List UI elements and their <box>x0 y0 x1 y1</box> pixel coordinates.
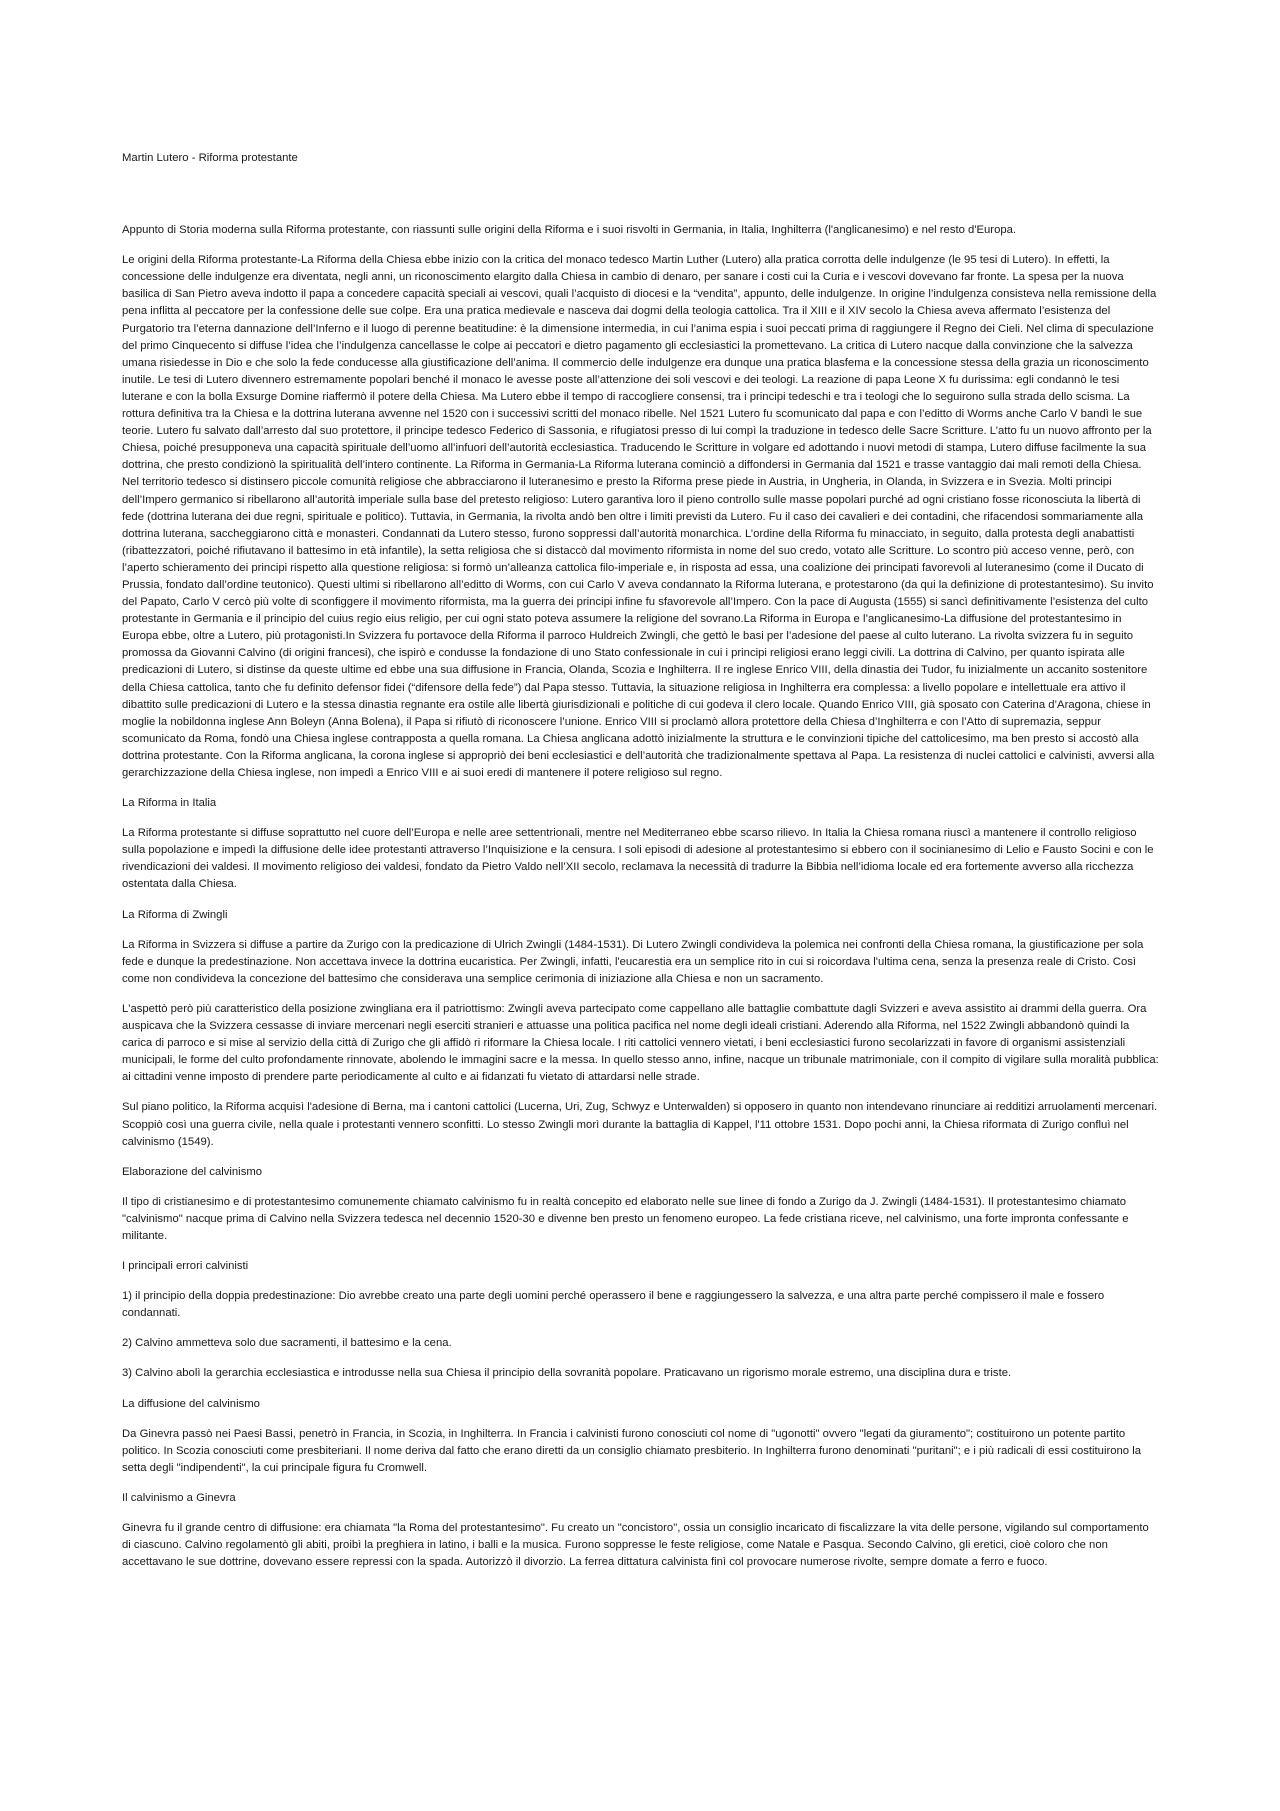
ginevra-paragraph: Ginevra fu il grande centro di diffusione: era chiamata "la Roma del protestantesimo". Fu creato un "concistoro", ossia un consiglio incaricato di fiscalizzare la vita delle persone, vigilando sul comportamento di ciascuno. Calvino regolamentò gli abiti, proibì la preghiera in latino, i balli e la musica. Furono soppresse le feste religiose, come Natale e Pasqua. Secondo Calvino, gli eretici, cioè coloro che non accettavano le sue dottrine, dovevano essere repressi con la spada. Autorizzò il divorzio. La ferrea dittatura calvinista finì col provocare numerose rivolte, sempre domate a ferro e fuoco. <box>122 1522 1149 1569</box>
document-page <box>122 150 1160 1584</box>
zwingli-paragraph-1: La Riforma in Svizzera si diffuse a partire da Zurigo con la predicazione di Ulrich Zwingli (1484-1531). Di Lutero Zwingli condivideva la polemica nei confronti della Chiesa romana, la giustificazione per sola fede e dunque la predestinazione. Non accettava invece la dottrina eucaristica. Per Zwingli, infatti, l'eucarestia era un semplice rito in cui si roicordava l'ultima cena, senza la presenza reale di Cristo. Così come non condivideva la concezione del battesimo che considerava una semplice cerimonia di iniziazione alla Chiesa e non un sacramento. <box>122 938 1144 985</box>
section-heading-ginevra: Il calvinismo a Ginevra <box>122 1491 236 1504</box>
section-heading-zwingli: La Riforma di Zwingli <box>122 908 228 921</box>
document-title: Martin Lutero - Riforma protestante <box>122 152 298 164</box>
section-heading-elaborazione: Elaborazione del calvinismo <box>122 1165 263 1178</box>
errori-item-1: 1) il principio della doppia predestinazione: Dio avrebbe creato una parte degli uomini perché operassero il bene e raggiungessero la salvezza, e una altra parte perché compissero il male e fossero condannati. <box>122 1290 1105 1320</box>
section-heading-errori: I principali errori calvinisti <box>122 1260 249 1273</box>
section-heading-italia: La Riforma in Italia <box>122 797 217 810</box>
diffusione-paragraph: Da Ginevra passò nei Paesi Bassi, penetrò in Francia, in Scozia, in Inghilterra. In Francia i calvinisti furono conosciuti col nome di "ugonotti" ovvero "legati da giuramento"; costituirono un potente partito politico. In Scozia conosciuti come presbiteriani. Il nome deriva dal fatto che erano diretti da un consiglio chiamato presbiterio. In Inghilterra furono denominati "puritani"; e i più radicali di essi costituirono la setta degli "indipendenti", la cui principale figura fu Cromwell. <box>122 1427 1142 1474</box>
italia-paragraph: La Riforma protestante si diffuse soprattutto nel cuore dell’Europa e nelle aree settentrionali, mentre nel Mediterraneo ebbe scarso rilievo. In Italia la Chiesa romana riuscì a mantenere il controllo religioso sulla popolazione e impedì la diffusione delle idee protestanti attraverso l’Inquisizione e la censura. I soli episodi di adesione al protestantesimo si ebbero con il socinianesimo di Lelio e Fausto Socini e con le rivendicazioni dei valdesi. Il movimento religioso dei valdesi, fondato da Pietro Valdo nell’XII secolo, reclamava la necessità di tradurre la Bibbia nell’idioma locale ed era fortemente avverso alla ricchezza ostentata dalla Chiesa. <box>122 827 1154 891</box>
errori-item-3: 3) Calvino abolì la gerarchia ecclesiastica e introdusse nella sua Chiesa il principio della sovranità popolare. Praticavano un rigorismo morale estremo, una disciplina dura e triste. <box>122 1367 1012 1380</box>
zwingli-paragraph-3: Sul piano politico, la Riforma acquisì l'adesione di Berna, ma i cantoni cattolici (Lucerna, Uri, Zug, Schwyz e Unterwalden) si opposero in quanto non intendevano rinunciare ai redditizi arruolamenti mercenari. Scoppiò così una guerra civile, nella quale i protestanti vennero sconfitti. Lo stesso Zwingli morì durante la battaglia di Kappel, l'11 ottobre 1531. Dopo pochi anni, la Chiesa riformata di Zurigo confluì nel calvinismo (1549). <box>122 1101 1158 1148</box>
intro-paragraph: Appunto di Storia moderna sulla Riforma protestante, con riassunti sulle origini della Riforma e i suoi risvolti in Germania, in Italia, Inghilterra (l'anglicanesimo) e nel resto d'Europa. <box>122 224 1017 237</box>
origins-paragraph: Le origini della Riforma protestante-La Riforma della Chiesa ebbe inizio con la critica del monaco tedesco Martin Luther (Lutero) alla pratica corrotta delle indulgenze (le 95 tesi di Lutero). In effetti, la concessione delle indulgenze era diventata, negli anni, un riconoscimento elargito dalla Chiesa in cambio di denaro, per sanare i costi cui la Curia e i vescovi dovevano far fronte. La spesa per la nuova basilica di San Pietro aveva indotto il papa a concedere capacità speciali ai vescovi, quali l’acquisto di diocesi e la “vendita”, appunto, delle indulgenze. In origine l’indulgenza consisteva nella remissione della pena inflitta al peccatore per la confessione delle sue colpe. Era una pratica medievale e nasceva dai dogmi della teologia cattolica. Tra il XIII e il XIV secolo la Chiesa aveva affermato l’esistenza del Purgatorio tra l’eterna dannazione dell’Inferno e il luogo di perenne beatitudine: è la dimensione intermedia, in cui l’anima espia i suoi peccati prima di raggiungere il Regno dei Cieli. Nel clima di speculazione del primo Cinquecento si diffuse l’idea che l’indulgenza cancellasse le colpe ai peccatori e dietro pagamento gli ecclesiastici la promettevano. La critica di Lutero nacque dalla convinzione che la salvezza umana risiedesse in Dio e che solo la fede conducesse alla giustificazione dell’anima. Il commercio delle indulgenze era dunque una pratica blasfema e la concessione stessa della grazia un riconoscimento inutile. Le tesi di Lutero divennero estremamente popolari benché il monaco le avesse poste all’attenzione dei soli vescovi e dei teologi. La reazione di papa Leone X fu durissima: egli condannò le tesi luterane e con la bolla Exsurge Domine riaffermò il potere della Chiesa. Ma Lutero ebbe il tempo di raccogliere consensi, tra i principi tedeschi e tra i teologi che lo seguirono sulla strada dello scisma. La rottura definitiva tra la Chiesa e la dottrina luterana avvenne nel 1520 con i successivi scritti del monaco ribelle. Nel 1521 Lutero fu scomunicato dal papa e con l’editto di Worms anche Carlo V bandì le sue teorie. Lutero fu salvato dall’arresto dal suo protettore, il principe tedesco Federico di Sassonia, e rifugiatosi presso di lui compì la traduzione in tedesco delle Sacre Scritture. L’atto fu un nuovo affronto per la Chiesa, poiché presupponeva una capacità spirituale dell’uomo all’infuori dell’autorità ecclesiastica. Traducendo le Scritture in volgare ed adottando i nuovi metodi di stampa, Lutero diffuse facilmente la sua dottrina, che presto condizionò la spiritualità dell’intero continente. La Riforma in Germania-La Riforma luterana cominciò a diffondersi in Germania dal 1521 e trasse vantaggio dai mali remoti della Chiesa. Nel territorio tedesco si distinsero piccole comunità religiose che abbracciarono il luteranesimo e presto la Riforma prese piede in Austria, in Ungheria, in Olanda, in Svizzera e in Svezia. Molti principi dell’Impero germanico si ribellarono all’autorità imperiale sulla base del pretesto religioso: Lutero garantiva loro il pieno controllo sulle masse popolari purché ad ogni cristiano fosse riconosciuta la libertà di fede (dottrina luterana dei due regni, spirituale e politico). Tuttavia, in Germania, la rivolta andò ben oltre i limiti previsti da Lutero. Fu il caso dei cavalieri e dei contadini, che rifacendosi sommariamente alla dottrina luterana, saccheggiarono città e monasteri. Condannati da Lutero stesso, furono soppressi dall’autorità monarchica. L’ordine della Riforma fu minacciato, in seguito, dalla protesta degli anabattisti (ribattezzatori, poiché rifiutavano il battesimo in età infantile), la setta religiosa che si distaccò dal movimento riformista in nome del suo credo, votato alle Scritture. Lo scontro più acceso venne, però, con l’aperto schieramento dei principi rispetto alla questione religiosa: si formò un’alleanza cattolica filo-imperiale e, in risposta ad essa, una coalizione dei principati favorevoli al luteranesimo (come il Ducato di Prussia, fondato dall’ordine teutonico). Questi ultimi si ribellarono all’editto di Worms, con cui Carlo V aveva condannato la Riforma luterana, e protestarono (da qui la definizione di protestantesimo). Su invito del Papato, Carlo V cercò più volte di sconfiggere il movimento riformista, ma la guerra dei principi infine fu sfavorevole all’Impero. Con la pace di Augusta (1555) si sancì definitivamente l’esistenza del culto protestante in Germania e il principio del cuius regio eius religio, per cui ogni stato poteva assumere la religione del sovrano.La Riforma in Europa e l’anglicanesimo-La diffusione del protestantesimo in Europa ebbe, oltre a Lutero, più protagonisti.In Svizzera fu portavoce della Riforma il parroco Huldreich Zwingli, che gettò le basi per l’adesione del paese al culto luterano. La rivolta svizzera fu in seguito promossa da Giovanni Calvino (di origini francesi), che ispirò e condusse la fondazione di uno Stato confessionale in cui i principi religiosi erano leggi civili. La dottrina di Calvino, per quanto ispirata alle predicazioni di Lutero, si distinse da queste ultime ed ebbe una sua diffusione in Francia, Olanda, Scozia e Inghilterra. Il re inglese Enrico VIII, della dinastia dei Tudor, fu inizialmente un accanito sostenitore della Chiesa cattolica, tanto che fu definito defensor fidei (“difensore della fede”) dal Papa stesso. Tuttavia, la situazione religiosa in Inghilterra era complessa: a livello popolare e intellettuale era attivo il dibattito sulle predicazioni di Lutero e la stessa dinastia regnante era ostile alle libertà giurisdizionali e politiche di cui godeva il clero locale. Quando Enrico VIII, già sposato con Caterina d’Aragona, chiese in moglie la nobildonna inglese Ann Boleyn (Anna Bolena), il Papa si rifiutò di riconoscere l’unione. Enrico VIII si proclamò allora protettore della Chiesa d’Inghilterra e con l’Atto di supremazia, seppur scomunicato da Roma, fondò una Chiesa inglese contrapposta a quella romana. La Chiesa anglicana adottò inizialmente la struttura e le convinzioni tipiche del cattolicesimo, ma ben presto si accostò alla dottrina protestante. Con la Riforma anglicana, la corona inglese si appropriò dei beni ecclesiastici e dell’autorità che tradizionalmente spettava al Papa. La resistenza di nuclei cattolici e calvinisti, avversi alla gerarchizzazione della Chiesa inglese, non impedì a Enrico VIII e ai suoi eredi di mantenere il potere religioso sul regno. <box>122 254 1157 779</box>
elaborazione-paragraph: Il tipo di cristianesimo e di protestantesimo comunemente chiamato calvinismo fu in realtà concepito ed elaborato nelle sue linee di fondo a Zurigo da J. Zwingli (1484-1531). Il protestantesimo chiamato "calvinismo" nacque prima di Calvino nella Svizzera tedesca nel decennio 1520-30 e divenne ben presto un fenomeno europeo. La fede cristiana riceve, nel calvinismo, una forte impronta confessante e militante. <box>122 1195 1129 1242</box>
zwingli-paragraph-2: L'aspettò però più caratteristico della posizione zwingliana era il patriottismo: Zwingli aveva partecipato come cappellano alle battaglie combattute dagli Svizzeri e aveva assistito ai drammi della guerra. Ora auspicava che la Svizzera cessasse di inviare mercenari negli eserciti stranieri e attuasse una politica pacifica nel nome degli ideali cristiani. Aderendo alla Riforma, nel 1522 Zwingli abbandonò quindi la carica di parroco e si mise al servizio della città di Zurigo che gli affidò ri riformare la Chiesa locale. I riti cattolici vennero vietati, i beni ecclesiastici furono secolarizzati in favore di organismi assistenziali municipali, le forme del culto profondamente rinnovate, abolendo le immagini sacre e la messa. In quello stesso anno, infine, nacque un tribunale matrimoniale, con il compito di vigilare sulla moralità pubblica: ai cittadini venne imposto di prendere parte periodicamente al culto e ai fidanzati fu vietato di attardarsi nelle strade. <box>122 1002 1159 1084</box>
section-heading-diffusione: La diffusione del calvinismo <box>122 1397 260 1410</box>
errori-item-2: 2) Calvino ammetteva solo due sacramenti, il battesimo e la cena. <box>122 1337 452 1350</box>
